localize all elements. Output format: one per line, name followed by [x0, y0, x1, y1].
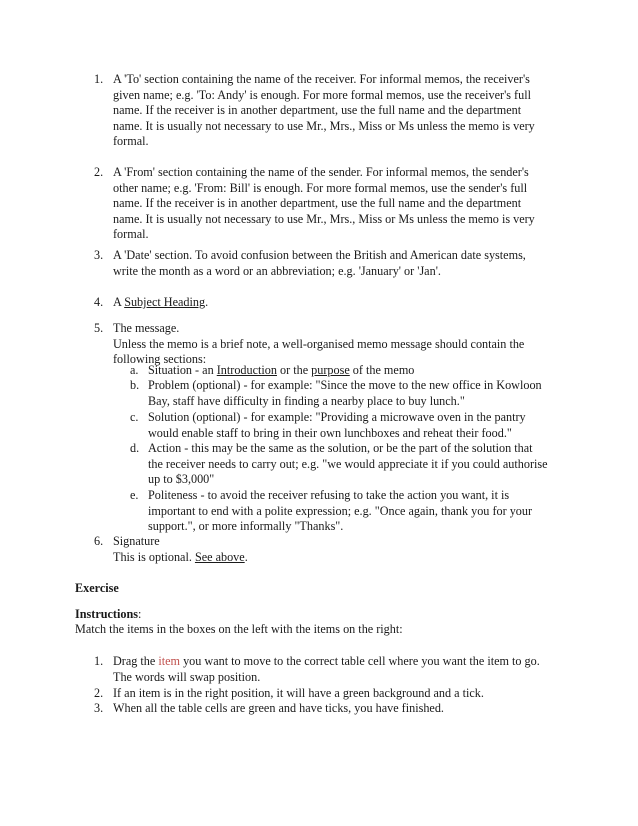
text-line: formal.	[113, 227, 149, 242]
text-line: If an item is in the right position, it will have a green background and a tick.	[113, 686, 484, 700]
instructions-heading	[75, 607, 141, 623]
text-line: the receiver needs to carry out; e.g. "we would appreciate it if you could authorise	[148, 456, 548, 471]
list-number: 4.	[94, 295, 104, 309]
text-fragment: A	[113, 295, 125, 309]
see-above-link[interactable]: See above	[194, 549, 245, 564]
text-line: When all the table cells are green and have ticks, you have finished.	[113, 701, 444, 715]
text-line: A 'Date' section. To avoid confusion between the British and American date systems,	[113, 248, 526, 262]
text-line: write the month as a word or an abbreviation; e.g. 'January' or 'Jan'.	[113, 263, 441, 278]
text-line: The words will swap position.	[113, 669, 261, 684]
text-line: important to end with a polite expression; e.g. "Once again, thank you for your	[148, 503, 533, 518]
text-fragment: you want to move to the correct table cell where you want the item to go.	[180, 654, 540, 668]
instructions-colon: :	[137, 607, 142, 621]
sub-letter: b.	[130, 378, 140, 392]
text-line: given name; e.g. 'To: Andy' is enough. For more formal memos, use the receiver's full	[113, 87, 531, 102]
text-line: support.", or more informally "Thanks".	[148, 519, 344, 534]
text-line: name. It is usually not necessary to use Mr., Mrs., Miss or Ms unless the memo is very	[113, 211, 535, 226]
instructions-text: Match the items in the boxes on the left with the items on the right:	[75, 622, 403, 636]
list-number: 5.	[94, 321, 104, 335]
list-number: 2.	[94, 165, 104, 179]
list-number: 1.	[94, 654, 104, 668]
list-number: 6.	[94, 534, 104, 548]
introduction-link[interactable]: Introduction	[216, 363, 277, 377]
text-fragment: of the memo	[349, 363, 415, 377]
item-highlight: item	[158, 654, 181, 668]
list-number: 1.	[94, 72, 104, 86]
text-line: would enable staff to bring in their own lunchboxes and reheat their food."	[148, 425, 512, 440]
exercise-heading: Exercise	[75, 581, 119, 595]
text-line: name. If the receiver is in another department, use the full name and the department	[113, 103, 522, 118]
text-fragment: Situation - an	[148, 363, 217, 377]
sub-letter: d.	[130, 441, 140, 455]
text-line: Politeness - to avoid the receiver refusing to take the action you want, it is	[148, 488, 510, 502]
text-line: Signature	[113, 534, 160, 548]
text-line: A 'To' section containing the name of the receiver. For informal memos, the receiver's	[113, 72, 530, 86]
text-line: Problem (optional) - for example: "Since the move to the new office in Kowloon	[148, 378, 542, 392]
list-number: 2.	[94, 686, 104, 700]
text-line: Bay, staff have difficulty in finding a nearby place to buy lunch."	[148, 393, 465, 408]
text-fragment: This is optional.	[113, 549, 195, 564]
text-fragment: Drag the	[113, 654, 159, 668]
text-line: Unless the memo is a brief note, a well-organised memo message should contain the	[113, 336, 525, 351]
sub-letter: e.	[130, 488, 139, 502]
text-line: up to $3,000"	[148, 472, 215, 487]
text-line: formal.	[113, 134, 149, 149]
sub-letter: c.	[130, 410, 139, 424]
text-line: A 'From' section containing the name of the sender. For informal memos, the sender's	[113, 165, 529, 179]
text-fragment: .	[244, 549, 248, 564]
text-line: name. It is usually not necessary to use Mr., Mrs., Miss or Ms unless the memo is very	[113, 118, 535, 133]
text-fragment: or the	[276, 363, 312, 377]
text-line: Solution (optional) - for example: "Providing a microwave oven in the pantry	[148, 410, 526, 424]
sub-letter: a.	[130, 363, 139, 377]
text-line: name. If the receiver is in another department, use the full name and the department	[113, 196, 522, 211]
text-line: other name; e.g. 'From: Bill' is enough. For more formal memos, use the sender's full	[113, 180, 528, 195]
subject-heading-link[interactable]: Subject Heading	[124, 295, 206, 309]
list-number: 3.	[94, 248, 104, 262]
text-line: following sections:	[113, 352, 207, 367]
instructions-label: Instructions	[75, 607, 138, 621]
text-fragment: .	[205, 295, 209, 309]
text-line: The message.	[113, 321, 180, 335]
purpose-link[interactable]: purpose	[311, 363, 350, 377]
list-number: 3.	[94, 701, 104, 715]
text-line: Action - this may be the same as the solution, or be the part of the solution that	[148, 441, 533, 455]
